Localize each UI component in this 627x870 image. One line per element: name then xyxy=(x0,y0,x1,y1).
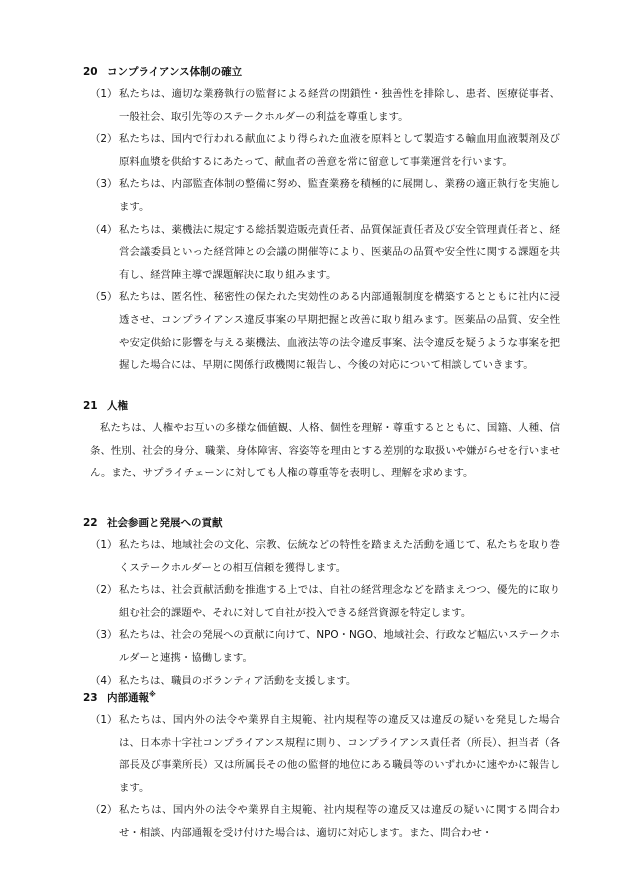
section-title: 社会参画と発展への貢献 xyxy=(107,517,223,529)
item-marker: （1） xyxy=(90,714,118,726)
list-item xyxy=(90,534,560,579)
section-title: コンプライアンス体制の確立 xyxy=(107,66,243,78)
section-heading xyxy=(83,397,560,415)
item-text: 私たちは、職員のボランティア活動を支援します。 xyxy=(119,674,357,687)
item-text: 私たちは、社会貢献活動を推進する上では、自社の経営理念などを踏まえつつ、優先的に取り組む社会的課題や、それに対して自社が投入できる経営資源を特定します。 xyxy=(119,584,560,619)
item-marker: （4） xyxy=(90,674,118,687)
item-text: 私たちは、国内外の法令や業界自主規範、社内規程等の違反又は違反の疑いに関する問合わせ・相談、内部通報を受け付けた場合は、適切に対応します。また、問合わせ・ xyxy=(119,804,560,839)
item-marker: （1） xyxy=(90,88,118,100)
list-item xyxy=(90,128,560,173)
section-title: 人権 xyxy=(107,400,128,412)
list-item xyxy=(90,173,560,218)
item-text: 私たちは、国内で行われる献血により得られた血液を原料として製造する輸血用血液製剤及び原料血漿を供給するにあたって、献血者の善意を常に留意して事業運営を行います。 xyxy=(119,133,560,168)
section-22 xyxy=(83,514,560,692)
item-marker: （2） xyxy=(90,804,118,817)
item-marker: （1） xyxy=(90,539,118,551)
item-text: 私たちは、社会の発展への貢献に向けて、NPO・NGO、地域社会、行政など幅広いステークホルダーと連携・協働します。 xyxy=(119,629,560,664)
list-item xyxy=(90,286,560,376)
section-heading xyxy=(83,63,560,81)
section-heading xyxy=(83,514,560,532)
section-number: 22 xyxy=(83,517,98,529)
section-title: 内部通報 xyxy=(107,692,149,704)
item-marker: （2） xyxy=(90,584,118,597)
list-item xyxy=(90,83,560,128)
section-23 xyxy=(83,689,560,845)
item-text: 私たちは、匿名性、秘密性の保たれた実効性のある内部通報制度を構築するとともに社内に浸透させ、コンプライアンス違反事案の早期把握と改善に取り組みます。医薬品の品質、安全性や安定供給に影響を与える薬機法、血液法等の法令違反事案、法令違反を疑うような事案を把握した場合には、早期に関係行政機関に報告し、今後の対応について相談していきます。 xyxy=(119,291,560,372)
section-paragraph: 私たちは、人権やお互いの多様な価値観、人格、個性を理解・尊重するとともに、国籍、人種、信条、性別、社会的身分、職業、身体障害、容姿等を理由とする差別的な取扱いや嫌がらせを行いません。また、サプライチェーンに対しても人権の尊重等を表明し、理解を求めます。 xyxy=(90,422,560,480)
section-number: 20 xyxy=(83,66,98,78)
list-item xyxy=(90,219,560,287)
item-marker: （3） xyxy=(90,629,118,642)
section-20 xyxy=(83,63,560,377)
list-item xyxy=(90,799,560,844)
section-21 xyxy=(83,397,560,485)
item-text: 私たちは、薬機法に規定する総括製造販売責任者、品質保証責任者及び安全管理責任者と、経営会議委員といった経営陣との会議の開催等により、医薬品の品質や安全性に関する課題を共有し、経営陣主導で課題解決に取り組みます。 xyxy=(119,223,560,281)
note-mark: ※ xyxy=(149,690,156,699)
item-text: 私たちは、国内外の法令や業界自主規範、社内規程等の違反又は違反の疑いを発見した場合は、日本赤十字社コンプライアンス規程に則り、コンプライアンス責任者（所長）、担当者（各部長及び事業所長）又は所属長その他の監督的地位にある職員等のいずれかに速やかに報告します。 xyxy=(119,714,560,794)
section-number: 21 xyxy=(83,400,98,412)
list-item xyxy=(90,624,560,669)
section-heading xyxy=(83,689,560,707)
item-text: 私たちは、地域社会の文化、宗教、伝統などの特性を踏まえた活動を通じて、私たちを取り巻くステークホルダーとの相互信頼を獲得します。 xyxy=(119,539,560,574)
item-marker: （3） xyxy=(90,178,118,191)
item-marker: （5） xyxy=(90,291,118,304)
list-item xyxy=(90,709,560,799)
section-number: 23 xyxy=(83,692,98,704)
item-text: 私たちは、適切な業務執行の監督による経営の閉鎖性・独善性を排除し、患者、医療従事者、一般社会、取引先等のステークホルダーの利益を尊重します。 xyxy=(119,88,560,123)
item-marker: （4） xyxy=(90,223,118,236)
list-item xyxy=(90,579,560,624)
item-marker: （2） xyxy=(90,133,118,146)
item-text: 私たちは、内部監査体制の整備に努め、監査業務を積極的に展開し、業務の適正執行を実施します。 xyxy=(119,178,560,213)
